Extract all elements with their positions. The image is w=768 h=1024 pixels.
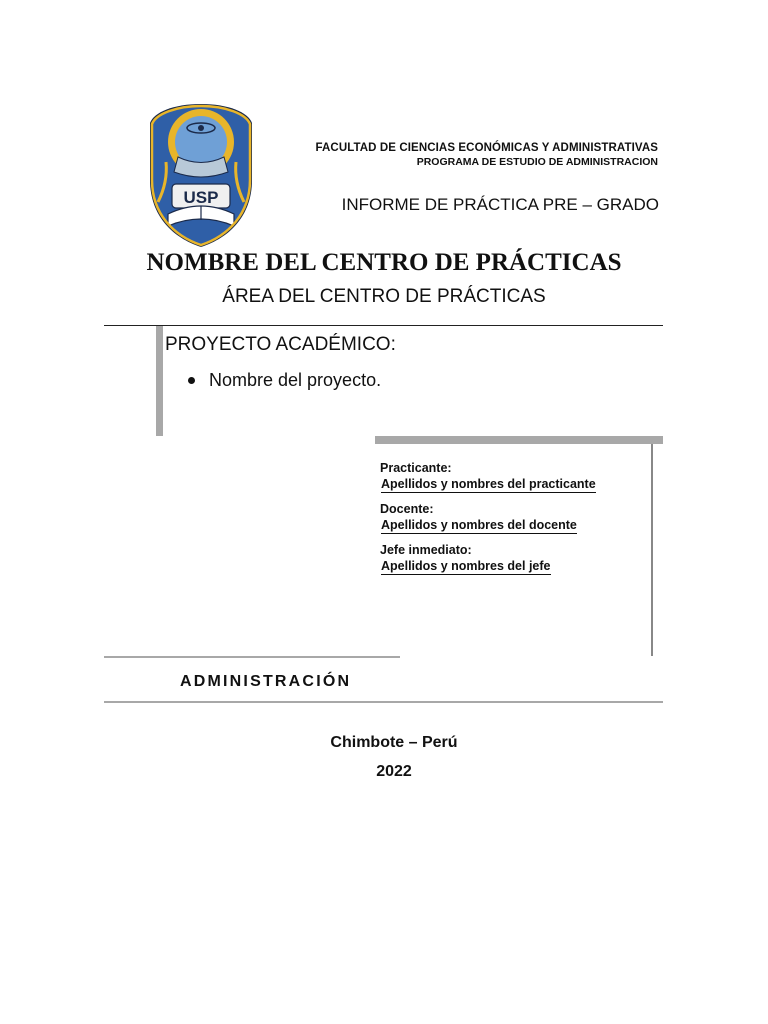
people-box-side-bar <box>651 444 653 656</box>
docente-group <box>380 501 645 534</box>
jefe-group <box>380 542 645 575</box>
middle-divider <box>104 656 400 658</box>
role-label: Jefe inmediato: <box>380 543 472 557</box>
project-label: PROYECTO ACADÉMICO: <box>165 334 396 355</box>
svg-text:USP: USP <box>183 188 219 207</box>
university-crest-logo <box>148 102 254 248</box>
people-block <box>380 460 645 583</box>
bullet-icon <box>188 377 195 384</box>
role-label: Docente: <box>380 502 434 516</box>
person-name: Apellidos y nombres del docente <box>381 518 577 532</box>
practice-center-name: NOMBRE DEL CENTRO DE PRÁCTICAS <box>146 249 622 276</box>
project-name: Nombre del proyecto. <box>209 370 382 390</box>
person-name: Apellidos y nombres del practicante <box>381 477 596 491</box>
department-name: ADMINISTRACIÓN <box>180 673 352 690</box>
top-divider <box>104 325 663 326</box>
left-accent-bar <box>156 326 163 436</box>
faculty-name: FACULTAD DE CIENCIAS ECONÓMICAS Y ADMINISTRATIVAS <box>315 142 658 154</box>
project-list-item <box>188 368 381 392</box>
person-name: Apellidos y nombres del jefe <box>381 559 551 573</box>
bottom-divider <box>104 701 663 703</box>
people-box-top-bar <box>375 436 663 444</box>
report-title: INFORME DE PRÁCTICA PRE – GRADO <box>341 195 659 214</box>
program-name: PROGRAMA DE ESTUDIO DE ADMINISTRACION <box>416 156 658 168</box>
role-label: Practicante: <box>380 461 452 475</box>
practice-center-area: ÁREA DEL CENTRO DE PRÁCTICAS <box>222 286 546 307</box>
city-country: Chimbote – Perú <box>330 734 458 751</box>
year: 2022 <box>376 763 412 780</box>
practicante-group <box>380 460 645 493</box>
